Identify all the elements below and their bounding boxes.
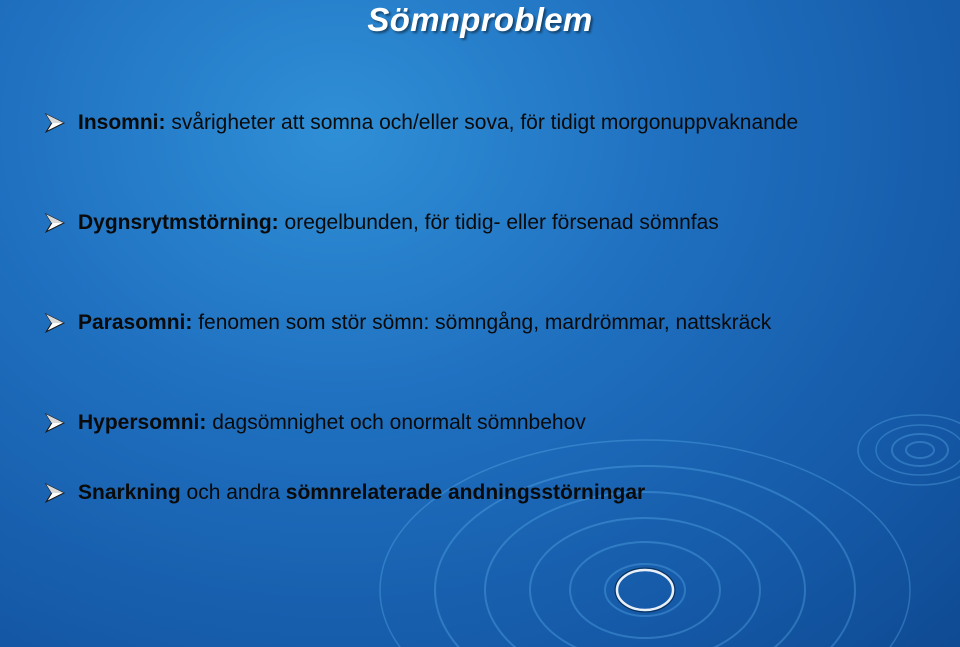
bullet-description: svårigheter att somna och/eller sova, för tidigt morgonuppvaknande — [165, 111, 799, 134]
bullet-text — [78, 108, 798, 138]
bullet-item — [44, 408, 586, 438]
bullet-text — [78, 478, 645, 508]
bullet-text — [78, 308, 771, 338]
bullet-text — [78, 208, 719, 238]
bullet-item — [44, 478, 645, 508]
arrow-bullet-icon — [44, 482, 66, 504]
arrow-bullet-icon — [44, 112, 66, 134]
bullet-term-secondary: sömnrelaterade andningsstörningar — [285, 481, 646, 504]
bullet-item — [44, 208, 719, 238]
arrow-bullet-icon — [44, 212, 66, 234]
arrow-bullet-icon — [44, 412, 66, 434]
bullet-item — [44, 308, 771, 338]
bullet-description: oregelbunden, för tidig- eller försenad sömnfas — [278, 211, 719, 234]
bullet-description: och andra — [180, 481, 286, 504]
bullet-term: Hypersomni: — [78, 411, 207, 434]
bullet-item — [44, 108, 798, 138]
arrow-bullet-icon — [44, 312, 66, 334]
bullet-description: fenomen som stör sömn: sömngång, mardrömmar, nattskräck — [192, 311, 772, 334]
bullet-text — [78, 408, 586, 438]
bullet-term: Dygnsrytmstörning: — [78, 211, 279, 234]
bullet-term: Snarkning — [78, 481, 181, 504]
bullet-term: Parasomni: — [78, 311, 193, 334]
bullet-term: Insomni: — [78, 111, 166, 134]
bullet-description: dagsömnighet och onormalt sömnbehov — [206, 411, 586, 434]
slide-title: Sömnproblem — [367, 1, 593, 38]
